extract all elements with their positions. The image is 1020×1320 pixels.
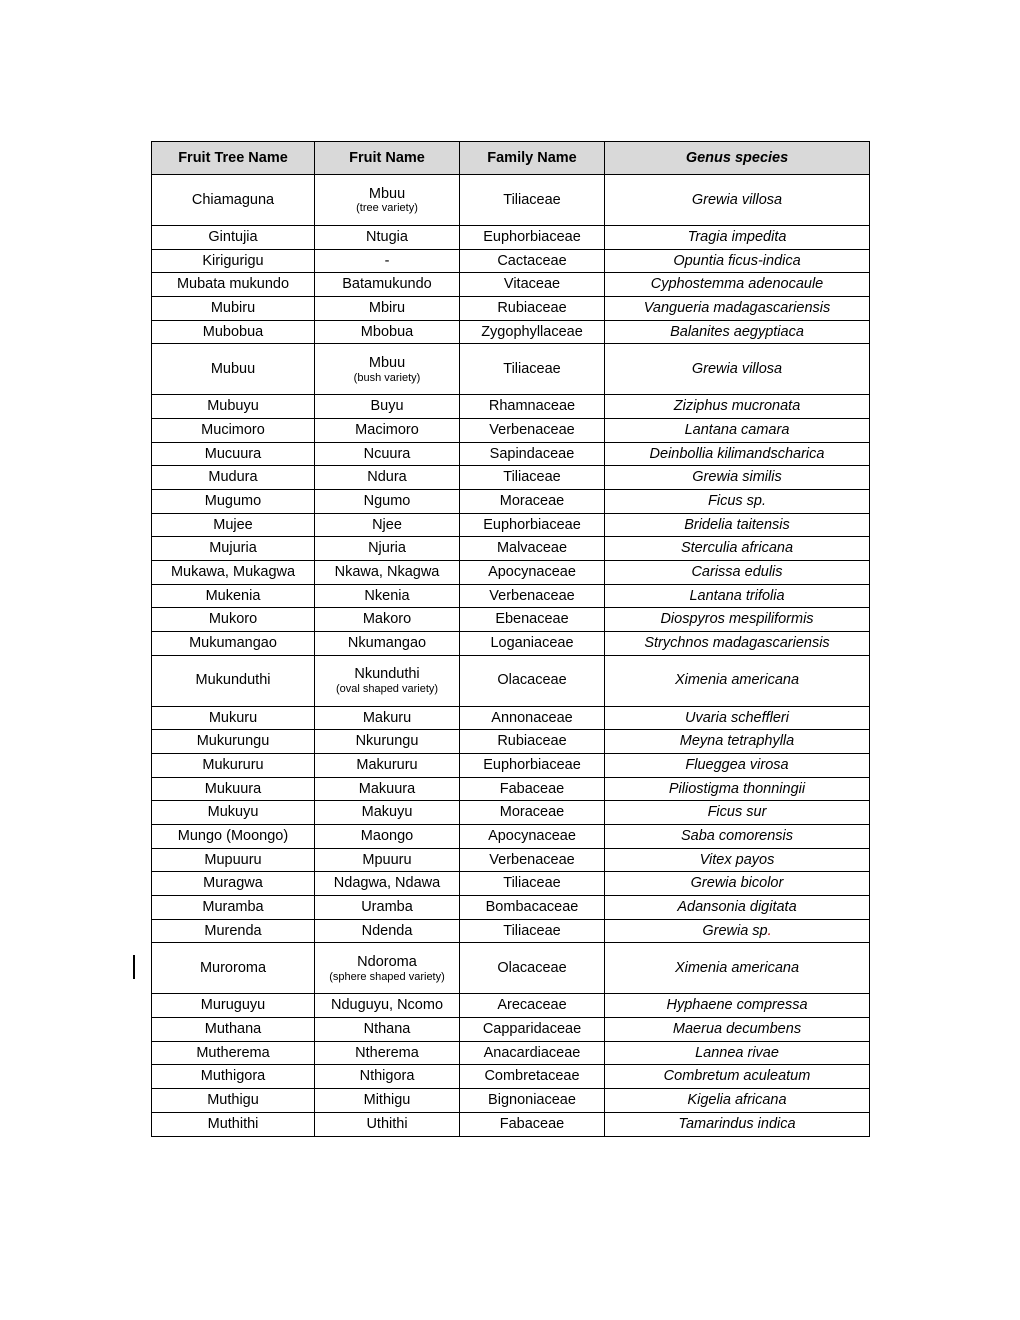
cell-genus-species: Sterculia africana [605,537,870,561]
fruit-name-variety-note: (bush variety) [353,371,421,384]
cell-genus-species: Grewia villosa [605,175,870,226]
table-row [152,490,870,514]
cell-genus-species: Vitex payos [605,848,870,872]
cell-genus-species [605,919,870,943]
cell-genus-species: Cyphostemma adenocaule [605,273,870,297]
cell-fruit-name [315,297,460,321]
cell-genus-species: Piliostigma thonningii [605,777,870,801]
cell-genus-species: Ximenia americana [605,943,870,994]
fruit-name-main: Makururu [356,757,418,774]
cell-fruit-tree-name: Mukurungu [152,730,315,754]
cell-fruit-name [315,872,460,896]
cell-fruit-tree-name: Mukuyu [152,801,315,825]
cell-family-name: Annonaceae [460,706,605,730]
cell-fruit-tree-name: Muthithi [152,1112,315,1136]
cell-family-name: Fabaceae [460,1112,605,1136]
fruit-name-main: Nkunduthi [354,666,420,683]
cell-fruit-name [315,1089,460,1113]
fruit-name-main: Njee [372,516,402,533]
cell-genus-species: Grewia villosa [605,344,870,395]
cell-genus-species: Carissa edulis [605,561,870,585]
genus-species-edit-mark: . [767,922,772,939]
fruit-name-main: Makuura [358,780,416,797]
fruit-name-main: Macimoro [355,422,419,439]
fruit-name-main: Uramba [361,899,413,916]
cell-family-name: Fabaceae [460,777,605,801]
table-row [152,608,870,632]
table-row [152,584,870,608]
cell-family-name: Rubiaceae [460,297,605,321]
fruit-tree-table [151,141,870,1137]
cell-fruit-tree-name: Mukuura [152,777,315,801]
cell-fruit-name [315,896,460,920]
cell-fruit-tree-name: Muthana [152,1018,315,1042]
fruit-name-main: Mbiru [368,300,406,317]
cell-family-name: Sapindaceae [460,442,605,466]
cell-family-name: Bombacaceae [460,896,605,920]
fruit-name-main: Batamukundo [342,276,432,293]
table-row [152,655,870,706]
cell-genus-species: Flueggea virosa [605,754,870,778]
table-row [152,943,870,994]
cell-genus-species: Maerua decumbens [605,1018,870,1042]
cell-family-name: Apocynaceae [460,825,605,849]
fruit-name-main: Mbuu [368,354,406,371]
cell-genus-species: Grewia bicolor [605,872,870,896]
cell-fruit-name [315,395,460,419]
fruit-name-variety-note: (tree variety) [356,202,418,215]
cell-genus-species: Strychnos madagascariensis [605,632,870,656]
table-row [152,872,870,896]
fruit-name-main: Ndenda [361,922,413,939]
cell-genus-species: Lannea rivae [605,1041,870,1065]
fruit-name-main: Nkawa, Nkagwa [334,564,440,581]
cell-family-name: Tiliaceae [460,175,605,226]
cell-fruit-name [315,943,460,994]
cell-genus-species: Bridelia taitensis [605,513,870,537]
cell-family-name: Olacaceae [460,655,605,706]
cell-fruit-name [315,608,460,632]
column-header-genus-species: Genus species [605,142,870,175]
cell-fruit-name [315,848,460,872]
cell-genus-species: Saba comorensis [605,825,870,849]
table-row [152,730,870,754]
table-row [152,1065,870,1089]
cell-fruit-tree-name: Mukumangao [152,632,315,656]
cell-fruit-name [315,919,460,943]
table-row [152,896,870,920]
cell-family-name: Malvaceae [460,537,605,561]
cell-fruit-name [315,249,460,273]
cell-genus-species: Hyphaene compressa [605,994,870,1018]
column-header-family-name: Family Name [460,142,605,175]
cell-genus-species: Grewia similis [605,466,870,490]
fruit-name-main: - [384,252,390,269]
cell-family-name: Tiliaceae [460,344,605,395]
cell-family-name: Tiliaceae [460,466,605,490]
genus-species-text: Grewia sp [702,922,768,939]
cell-fruit-name [315,730,460,754]
cell-genus-species: Opuntia ficus-indica [605,249,870,273]
fruit-name-main: Ndagwa, Ndawa [333,875,441,892]
cell-family-name: Tiliaceae [460,872,605,896]
cell-fruit-name [315,490,460,514]
fruit-name-variety-note: (oval shaped variety) [335,683,439,696]
cell-family-name: Combretaceae [460,1065,605,1089]
cell-fruit-tree-name: Mubobua [152,320,315,344]
fruit-name-main: Mbobua [360,323,414,340]
cell-fruit-name [315,777,460,801]
fruit-name-main: Nkurungu [355,733,419,750]
fruit-name-main: Makuyu [361,804,413,821]
cell-fruit-tree-name: Mukuru [152,706,315,730]
cell-fruit-tree-name: Muramba [152,896,315,920]
cell-fruit-tree-name: Muroroma [152,943,315,994]
cell-fruit-name [315,513,460,537]
fruit-name-main: Ndura [367,469,407,486]
table-row [152,513,870,537]
fruit-name-main: Ntugia [366,229,408,245]
cell-fruit-tree-name: Mubuyu [152,395,315,419]
cell-family-name: Bignoniaceae [460,1089,605,1113]
cell-fruit-name [315,537,460,561]
cell-genus-species: Diospyros mespiliformis [605,608,870,632]
cell-fruit-name [315,561,460,585]
cell-fruit-tree-name: Mukenia [152,584,315,608]
cell-genus-species: Uvaria scheffleri [605,706,870,730]
cell-fruit-name [315,1112,460,1136]
cell-fruit-name [315,825,460,849]
table-header-row [152,142,870,175]
fruit-name-main: Ncuura [363,445,411,462]
table-row [152,1041,870,1065]
cell-family-name: Euphorbiaceae [460,513,605,537]
cell-family-name: Anacardiaceae [460,1041,605,1065]
table-row [152,442,870,466]
cell-family-name: Capparidaceae [460,1018,605,1042]
fruit-name-main: Ngumo [363,493,411,510]
table-header [152,142,870,175]
cell-genus-species: Lantana trifolia [605,584,870,608]
table-row [152,320,870,344]
cell-fruit-tree-name: Muthigora [152,1065,315,1089]
cell-genus-species: Ficus sur [605,801,870,825]
cell-fruit-name [315,442,460,466]
cell-family-name: Apocynaceae [460,561,605,585]
cell-fruit-tree-name: Muragwa [152,872,315,896]
table-row [152,419,870,443]
fruit-name-main: Uthithi [366,1115,408,1132]
cell-family-name: Euphorbiaceae [460,226,605,250]
cell-genus-species: Ziziphus mucronata [605,395,870,419]
cell-fruit-tree-name: Mubuu [152,344,315,395]
fruit-name-main: Makoro [362,611,412,628]
table-row [152,801,870,825]
cell-fruit-name [315,584,460,608]
cell-family-name: Olacaceae [460,943,605,994]
table-row [152,754,870,778]
cell-genus-species: Lantana camara [605,419,870,443]
table-row [152,994,870,1018]
cell-fruit-name [315,1065,460,1089]
cell-fruit-tree-name: Mukoro [152,608,315,632]
cell-family-name: Zygophyllaceae [460,320,605,344]
cell-fruit-name [315,706,460,730]
cell-fruit-name [315,754,460,778]
cell-family-name: Verbenaceae [460,419,605,443]
cell-genus-species: Vangueria madagascariensis [605,297,870,321]
table-row [152,297,870,321]
cell-family-name: Vitaceae [460,273,605,297]
table-row [152,848,870,872]
cell-family-name: Moraceae [460,801,605,825]
fruit-name-main: Mpuuru [362,851,412,868]
table-row [152,344,870,395]
table-row [152,249,870,273]
cell-fruit-name [315,175,460,226]
fruit-name-main: Nkenia [364,587,410,604]
cell-fruit-tree-name: Mukunduthi [152,655,315,706]
fruit-name-main: Ndoroma [357,954,417,971]
cell-family-name: Rubiaceae [460,730,605,754]
cell-genus-species: Deinbollia kilimandscharica [605,442,870,466]
fruit-name-main: Nthana [363,1021,411,1038]
cell-fruit-tree-name: Mudura [152,466,315,490]
fruit-name-main: Nthigora [359,1068,415,1085]
cell-family-name: Tiliaceae [460,919,605,943]
cell-fruit-name [315,1041,460,1065]
table-row [152,632,870,656]
cell-family-name: Euphorbiaceae [460,754,605,778]
cell-fruit-tree-name: Mujuria [152,537,315,561]
fruit-name-main: Nkumangao [347,635,427,652]
cell-fruit-name [315,419,460,443]
fruit-name-main: Mbuu [368,185,406,202]
table-row [152,561,870,585]
cell-family-name: Rhamnaceae [460,395,605,419]
table-row [152,466,870,490]
cell-genus-species: Adansonia digitata [605,896,870,920]
cell-fruit-name [315,655,460,706]
cell-genus-species: Tragia impedita [605,226,870,250]
fruit-name-variety-note: (sphere shaped variety) [329,970,445,983]
cell-family-name: Cactaceae [460,249,605,273]
cell-fruit-tree-name: Mujee [152,513,315,537]
fruit-name-main: Njuria [368,540,406,557]
cell-family-name: Loganiaceae [460,632,605,656]
cell-fruit-tree-name: Mucimoro [152,419,315,443]
cell-fruit-tree-name: Mucuura [152,442,315,466]
cell-fruit-tree-name: Gintujia [152,226,315,250]
table-row [152,919,870,943]
table-row [152,175,870,226]
cell-genus-species: Meyna tetraphylla [605,730,870,754]
fruit-name-main: Maongo [360,828,414,845]
cell-fruit-name [315,226,460,250]
cell-family-name: Arecaceae [460,994,605,1018]
fruit-name-main: Buyu [370,398,404,415]
cell-family-name: Moraceae [460,490,605,514]
cell-fruit-tree-name: Kirigurigu [152,249,315,273]
cell-fruit-name [315,466,460,490]
cell-genus-species: Ficus sp. [605,490,870,514]
table-row [152,1089,870,1113]
fruit-name-main: Nduguyu, Ncomo [330,997,444,1014]
table-row [152,1018,870,1042]
cell-fruit-tree-name: Chiamaguna [152,175,315,226]
cell-fruit-name [315,1018,460,1042]
cell-fruit-tree-name: Mugumo [152,490,315,514]
cell-genus-species: Balanites aegyptiaca [605,320,870,344]
cell-fruit-tree-name: Mukawa, Mukagwa [152,561,315,585]
cell-fruit-name [315,273,460,297]
cell-fruit-tree-name: Murenda [152,919,315,943]
table-row [152,395,870,419]
cell-fruit-tree-name: Muruguyu [152,994,315,1018]
table-row [152,777,870,801]
cell-fruit-tree-name: Muthigu [152,1089,315,1113]
cell-fruit-tree-name: Mungo (Moongo) [152,825,315,849]
table-row [152,1112,870,1136]
cell-fruit-tree-name: Mutherema [152,1041,315,1065]
cell-genus-species: Tamarindus indica [605,1112,870,1136]
cell-fruit-name [315,801,460,825]
cell-genus-species: Combretum aculeatum [605,1065,870,1089]
change-bar-marker [133,955,135,979]
cell-genus-species: Ximenia americana [605,655,870,706]
table-body [152,175,870,1137]
cell-family-name: Ebenaceae [460,608,605,632]
table-row [152,273,870,297]
cell-fruit-name [315,632,460,656]
cell-fruit-name [315,344,460,395]
cell-fruit-tree-name: Mukururu [152,754,315,778]
column-header-fruit-name: Fruit Name [315,142,460,175]
cell-fruit-name [315,320,460,344]
cell-fruit-tree-name: Mubata mukundo [152,273,315,297]
cell-family-name: Verbenaceae [460,584,605,608]
cell-fruit-name [315,994,460,1018]
fruit-name-main: Ntherema [355,1044,419,1061]
table-row [152,226,870,250]
fruit-name-main: Mithigu [363,1092,411,1109]
cell-family-name: Verbenaceae [460,848,605,872]
cell-fruit-tree-name: Mubiru [152,297,315,321]
cell-genus-species: Kigelia africana [605,1089,870,1113]
table-row [152,537,870,561]
table-row [152,825,870,849]
cell-fruit-tree-name: Mupuuru [152,848,315,872]
fruit-tree-table-container [151,141,869,1137]
table-row [152,706,870,730]
fruit-name-main: Makuru [362,709,412,726]
column-header-fruit-tree-name: Fruit Tree Name [152,142,315,175]
